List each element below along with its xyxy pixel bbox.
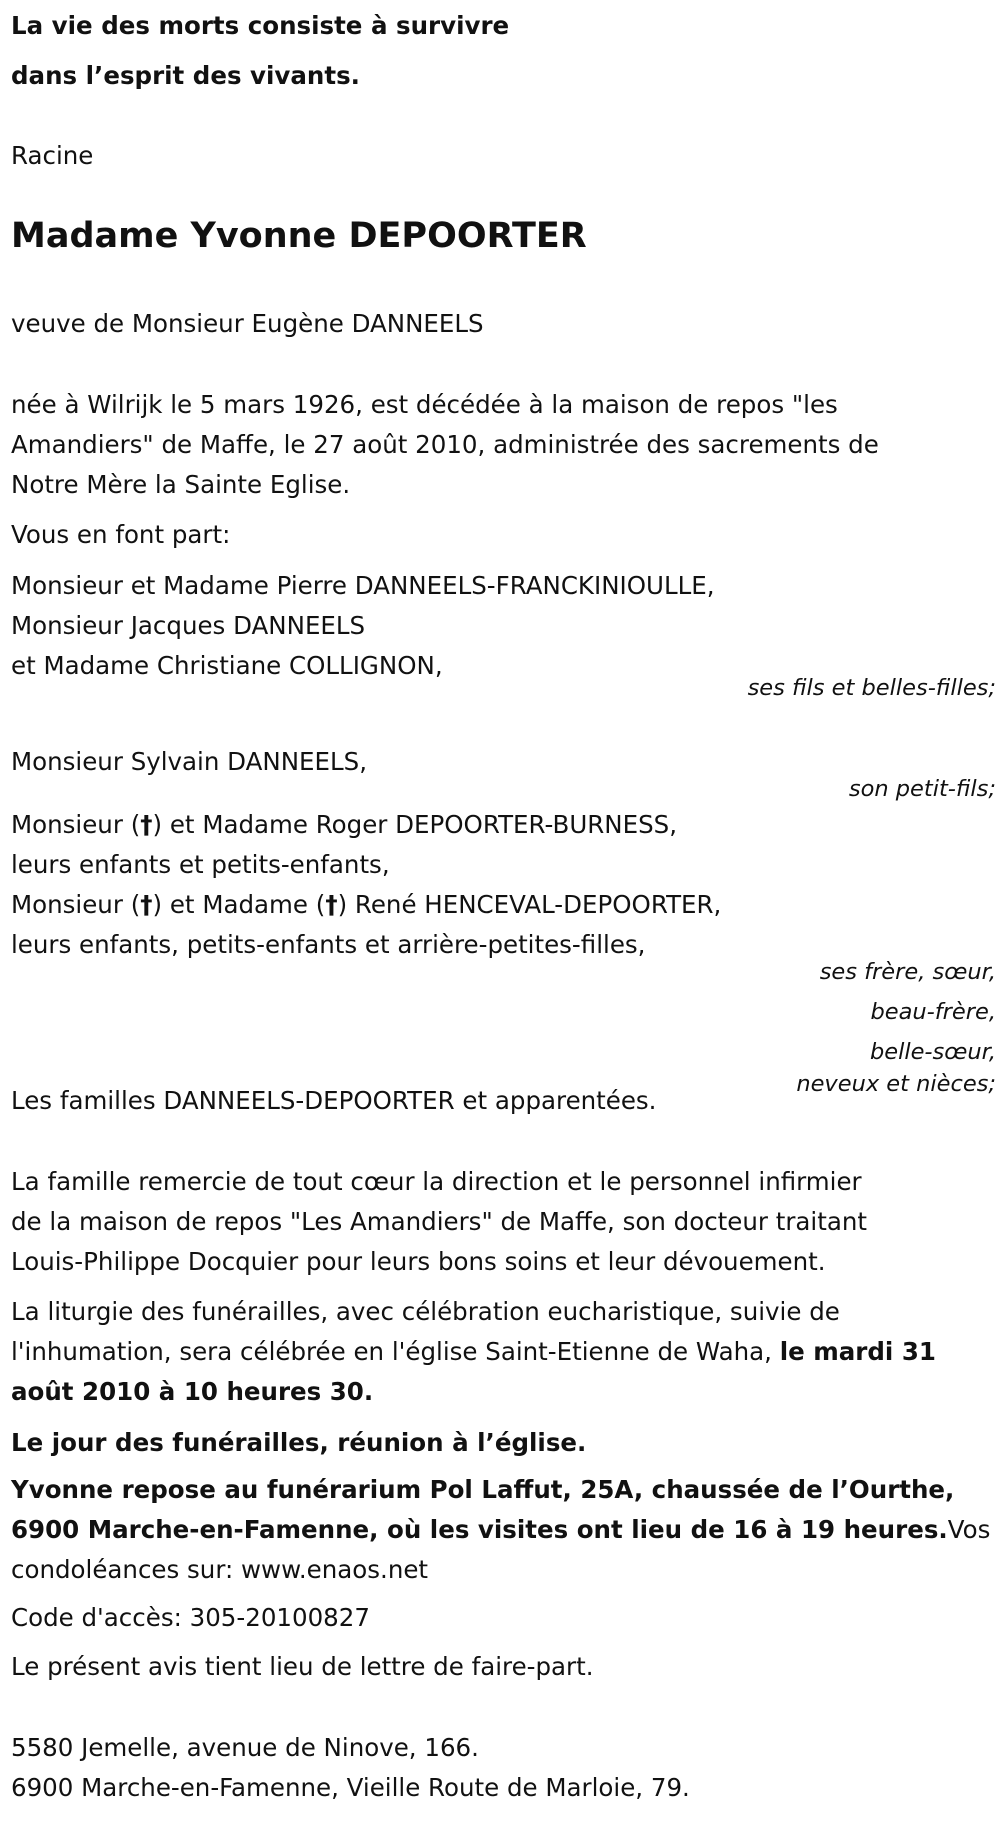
paragraph-line: de la maison de repos "Les Amandiers" de Maffe, son docteur traitant — [11, 1207, 867, 1236]
paragraph-line — [11, 1332, 936, 1372]
addresses — [11, 1728, 690, 1808]
paragraph-line — [11, 1510, 990, 1550]
quote-line: La vie des morts consiste à survivre — [11, 11, 510, 40]
family-member-line: Monsieur Jacques DANNEELS — [11, 611, 366, 640]
funeral-time: août 2010 à 10 heures 30. — [11, 1377, 374, 1406]
thanks-paragraph — [11, 1162, 867, 1282]
text-fragment: Monsieur ( — [11, 810, 141, 839]
text-fragment: l'inhumation, sera célébrée en l'église Saint-Etienne de Waha, — [11, 1337, 780, 1366]
access-code: Code d'accès: 305-20100827 — [11, 1603, 370, 1632]
sons-list — [11, 566, 715, 686]
paragraph-line: La famille remercie de tout cœur la direction et le personnel infirmier — [11, 1167, 862, 1196]
address-line: 5580 Jemelle, avenue de Ninove, 166. — [11, 1733, 479, 1762]
paragraph-line: La liturgie des funérailles, avec célébration eucharistique, suivie de — [11, 1297, 840, 1326]
repose-paragraph — [11, 1470, 990, 1590]
gathering-note: Le jour des funérailles, réunion à l’église. — [11, 1428, 587, 1457]
family-member-line — [11, 805, 721, 845]
widow-of: veuve de Monsieur Eugène DANNEELS — [11, 309, 484, 338]
text-fragment: Monsieur ( — [11, 890, 141, 919]
address-line: 6900 Marche-en-Famenne, Vieille Route de Marloie, 79. — [11, 1773, 690, 1802]
grandson-name: Monsieur Sylvain DANNEELS, — [11, 747, 367, 776]
notice-line: Le présent avis tient lieu de lettre de faire-part. — [11, 1652, 594, 1681]
quote-line: dans l’esprit des vivants. — [11, 61, 360, 90]
deceased-cross-icon: † — [140, 890, 153, 919]
condolences-line: condoléances sur: www.enaos.net — [11, 1555, 429, 1584]
siblings-list — [11, 805, 721, 965]
announcement: Vous en font part: — [11, 520, 231, 549]
relation-line: beau-frère, — [870, 999, 996, 1025]
relation-grandson: son petit-fils; — [848, 776, 996, 802]
deceased-cross-icon: † — [140, 810, 153, 839]
funeral-date: le mardi 31 — [779, 1337, 936, 1366]
liturgy-paragraph — [11, 1292, 936, 1412]
paragraph-line: Yvonne repose au funérarium Pol Laffut, 25A, chaussée de l’Ourthe, — [11, 1475, 955, 1504]
relation-line: ses frère, sœur, — [819, 959, 996, 985]
paragraph-line: Amandiers" de Maffe, le 27 août 2010, administrée des sacrements de — [11, 430, 879, 459]
family-member-line: et Madame Christiane COLLIGNON, — [11, 651, 443, 680]
text-fragment: ) René HENCEVAL-DEPOORTER, — [337, 890, 722, 919]
family-member-line — [11, 885, 721, 925]
relation-siblings — [796, 952, 996, 1096]
text-fragment: Vos — [947, 1515, 991, 1544]
relation-line: belle-sœur, — [869, 1039, 996, 1065]
paragraph-line: née à Wilrijk le 5 mars 1926, est décédée à la maison de repos "les — [11, 390, 838, 419]
quote-author: Racine — [11, 141, 94, 170]
deceased-name: Madame Yvonne DEPOORTER — [11, 216, 587, 256]
deceased-cross-icon: † — [325, 890, 338, 919]
text-fragment: ) et Madame ( — [152, 890, 326, 919]
relation-sons: ses fils et belles-filles; — [747, 675, 996, 701]
family-member-line: Monsieur et Madame Pierre DANNEELS-FRANCKINIOULLE, — [11, 571, 715, 600]
text-fragment: ) et Madame Roger DEPOORTER-BURNESS, — [152, 810, 677, 839]
birth-death-paragraph — [11, 385, 879, 505]
relation-line: neveux et nièces; — [796, 1071, 996, 1097]
family-member-line: leurs enfants, petits-enfants et arrière-petites-filles, — [11, 930, 646, 959]
paragraph-line: Louis-Philippe Docquier pour leurs bons soins et leur dévouement. — [11, 1247, 826, 1276]
paragraph-line: Notre Mère la Sainte Eglise. — [11, 470, 351, 499]
epigraph-quote — [11, 1, 509, 101]
text-fragment: 6900 Marche-en-Famenne, où les visites ont lieu de 16 à 19 heures. — [11, 1515, 948, 1544]
families-line: Les familles DANNEELS-DEPOORTER et apparentées. — [11, 1086, 657, 1115]
family-member-line: leurs enfants et petits-enfants, — [11, 850, 390, 879]
